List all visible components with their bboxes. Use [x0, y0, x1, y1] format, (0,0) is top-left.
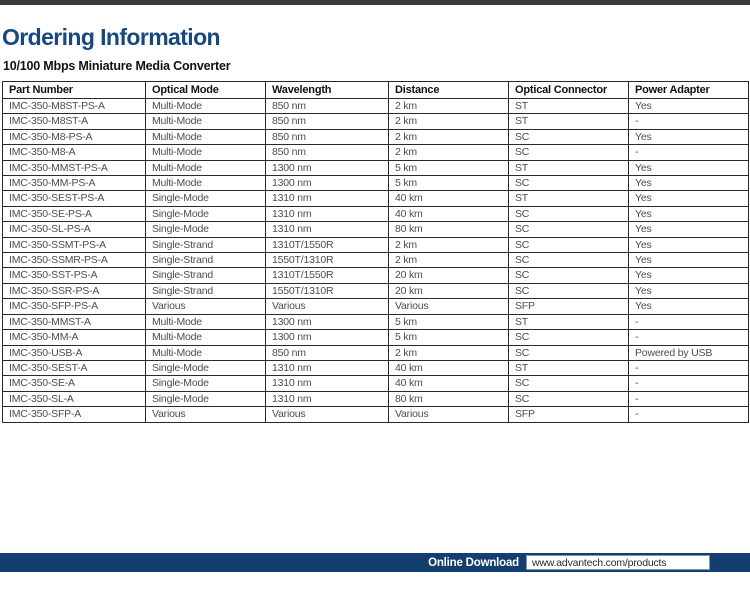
table-cell: 5 km	[389, 330, 509, 345]
table-row	[3, 407, 749, 422]
table-cell: 40 km	[389, 376, 509, 391]
table-cell: Multi-Mode	[146, 99, 266, 114]
table-cell: 850 nm	[266, 99, 389, 114]
table-cell: 1310 nm	[266, 360, 389, 375]
table-cell: Single-Strand	[146, 268, 266, 283]
table-row	[3, 299, 749, 314]
table-cell: SC	[509, 330, 629, 345]
table-cell: 2 km	[389, 345, 509, 360]
table-cell: 1310 nm	[266, 376, 389, 391]
table-cell: Single-Mode	[146, 206, 266, 221]
table-row	[3, 222, 749, 237]
table-cell: 1310T/1550R	[266, 237, 389, 252]
table-cell: IMC-350-M8ST-A	[3, 114, 146, 129]
table-row	[3, 191, 749, 206]
table-cell: 1300 nm	[266, 330, 389, 345]
table-cell: IMC-350-USB-A	[3, 345, 146, 360]
table-cell: Yes	[629, 237, 749, 252]
table-cell: 850 nm	[266, 114, 389, 129]
table-cell: IMC-350-SEST-A	[3, 360, 146, 375]
table-row	[3, 99, 749, 114]
table-cell: -	[629, 145, 749, 160]
table-cell: Multi-Mode	[146, 145, 266, 160]
download-url-box	[526, 555, 710, 570]
table-cell: IMC-350-SEST-PS-A	[3, 191, 146, 206]
column-header: Wavelength	[266, 82, 389, 99]
section-subtitle: 10/100 Mbps Miniature Media Converter	[3, 59, 231, 73]
table-cell: 80 km	[389, 222, 509, 237]
table-row	[3, 206, 749, 221]
table-cell: IMC-350-M8-PS-A	[3, 129, 146, 144]
table-cell: 2 km	[389, 253, 509, 268]
table-cell: Various	[389, 299, 509, 314]
column-header: Optical Mode	[146, 82, 266, 99]
download-url-text: www.advantech.com/products	[532, 556, 667, 569]
table-cell: IMC-350-SFP-A	[3, 407, 146, 422]
table-cell: Yes	[629, 206, 749, 221]
table-cell: Single-Mode	[146, 391, 266, 406]
table-cell: 1310 nm	[266, 206, 389, 221]
table-row	[3, 330, 749, 345]
table-cell: Powered by USB	[629, 345, 749, 360]
table-row	[3, 268, 749, 283]
table-cell: Yes	[629, 176, 749, 191]
table-cell: Various	[389, 407, 509, 422]
table-cell: ST	[509, 99, 629, 114]
table-cell: Yes	[629, 222, 749, 237]
table-cell: Yes	[629, 299, 749, 314]
table-row	[3, 314, 749, 329]
table-cell: ST	[509, 160, 629, 175]
table-cell: SC	[509, 237, 629, 252]
table-cell: Multi-Mode	[146, 129, 266, 144]
table-cell: IMC-350-SSMR-PS-A	[3, 253, 146, 268]
table-cell: 5 km	[389, 314, 509, 329]
table-cell: 80 km	[389, 391, 509, 406]
table-row	[3, 360, 749, 375]
column-header: Power Adapter	[629, 82, 749, 99]
table-row	[3, 145, 749, 160]
table-cell: -	[629, 407, 749, 422]
table-cell: 1310 nm	[266, 391, 389, 406]
table-cell: SC	[509, 176, 629, 191]
page-title: Ordering Information	[2, 24, 221, 50]
table-cell: Multi-Mode	[146, 160, 266, 175]
table-cell: Yes	[629, 160, 749, 175]
table-cell: SC	[509, 253, 629, 268]
table-cell: 5 km	[389, 160, 509, 175]
table-cell: 850 nm	[266, 345, 389, 360]
table-cell: 1300 nm	[266, 160, 389, 175]
table-cell: SC	[509, 376, 629, 391]
table-cell: 1300 nm	[266, 176, 389, 191]
table-row	[3, 160, 749, 175]
table-cell: Yes	[629, 253, 749, 268]
table-cell: ST	[509, 360, 629, 375]
table-cell: 40 km	[389, 360, 509, 375]
table-cell: IMC-350-M8-A	[3, 145, 146, 160]
table-cell: ST	[509, 114, 629, 129]
page-top-rule	[0, 0, 750, 5]
table-cell: Single-Strand	[146, 283, 266, 298]
table-cell: -	[629, 114, 749, 129]
online-download-bar	[0, 553, 750, 572]
table-cell: -	[629, 360, 749, 375]
table-cell: SFP	[509, 407, 629, 422]
table-cell: IMC-350-SSMT-PS-A	[3, 237, 146, 252]
table-row	[3, 283, 749, 298]
table-cell: 2 km	[389, 114, 509, 129]
table-cell: SC	[509, 391, 629, 406]
table-cell: 2 km	[389, 145, 509, 160]
table-cell: IMC-350-MMST-PS-A	[3, 160, 146, 175]
table-row	[3, 345, 749, 360]
table-cell: 1550T/1310R	[266, 283, 389, 298]
table-cell: 1550T/1310R	[266, 253, 389, 268]
table-cell: 40 km	[389, 191, 509, 206]
table-cell: Single-Mode	[146, 376, 266, 391]
table-row	[3, 176, 749, 191]
table-cell: SC	[509, 283, 629, 298]
table-cell: Multi-Mode	[146, 114, 266, 129]
table-cell: -	[629, 391, 749, 406]
table-cell: -	[629, 314, 749, 329]
table-cell: Multi-Mode	[146, 314, 266, 329]
table-cell: SC	[509, 145, 629, 160]
table-cell: SC	[509, 222, 629, 237]
table-cell: Multi-Mode	[146, 176, 266, 191]
table-cell: Various	[266, 299, 389, 314]
table-cell: IMC-350-MM-A	[3, 330, 146, 345]
table-cell: Various	[146, 407, 266, 422]
table-cell: ST	[509, 314, 629, 329]
column-header: Part Number	[3, 82, 146, 99]
online-download-label: Online Download	[428, 556, 519, 569]
table-row	[3, 129, 749, 144]
table-cell: Yes	[629, 283, 749, 298]
table-cell: 2 km	[389, 99, 509, 114]
table-cell: SC	[509, 345, 629, 360]
table-cell: 20 km	[389, 283, 509, 298]
column-header: Optical Connector	[509, 82, 629, 99]
table-cell: 1310 nm	[266, 222, 389, 237]
table-cell: Various	[266, 407, 389, 422]
table-cell: 2 km	[389, 129, 509, 144]
table-cell: Multi-Mode	[146, 330, 266, 345]
table-row	[3, 376, 749, 391]
table-cell: Yes	[629, 129, 749, 144]
table-cell: 5 km	[389, 176, 509, 191]
table-cell: Single-Mode	[146, 360, 266, 375]
table-cell: IMC-350-SFP-PS-A	[3, 299, 146, 314]
table-cell: -	[629, 330, 749, 345]
table-cell: IMC-350-SE-A	[3, 376, 146, 391]
table-cell: SFP	[509, 299, 629, 314]
table-cell: 850 nm	[266, 145, 389, 160]
table-cell: 2 km	[389, 237, 509, 252]
table-header	[3, 82, 749, 99]
table-cell: IMC-350-SE-PS-A	[3, 206, 146, 221]
table-cell: IMC-350-SL-A	[3, 391, 146, 406]
column-header: Distance	[389, 82, 509, 99]
table-cell: 1300 nm	[266, 314, 389, 329]
table-cell: 20 km	[389, 268, 509, 283]
table-cell: -	[629, 376, 749, 391]
table-cell: Yes	[629, 268, 749, 283]
table-cell: Single-Strand	[146, 253, 266, 268]
table-cell: Yes	[629, 191, 749, 206]
table-row	[3, 391, 749, 406]
table-cell: IMC-350-MM-PS-A	[3, 176, 146, 191]
ordering-information-table	[2, 81, 749, 423]
table-cell: SC	[509, 129, 629, 144]
table-header-row	[3, 82, 749, 99]
table-cell: SC	[509, 268, 629, 283]
table-row	[3, 253, 749, 268]
table-cell: Single-Mode	[146, 191, 266, 206]
table-cell: Various	[146, 299, 266, 314]
table-cell: IMC-350-MMST-A	[3, 314, 146, 329]
table-cell: 40 km	[389, 206, 509, 221]
table-cell: ST	[509, 191, 629, 206]
table-cell: SC	[509, 206, 629, 221]
table-cell: Single-Strand	[146, 237, 266, 252]
table-cell: 1310T/1550R	[266, 268, 389, 283]
table-body	[3, 99, 749, 423]
table-cell: IMC-350-SSR-PS-A	[3, 283, 146, 298]
table-cell: 1310 nm	[266, 191, 389, 206]
table-cell: 850 nm	[266, 129, 389, 144]
table-cell: Multi-Mode	[146, 345, 266, 360]
table-row	[3, 114, 749, 129]
table-cell: IMC-350-SL-PS-A	[3, 222, 146, 237]
table-cell: Single-Mode	[146, 222, 266, 237]
table-cell: IMC-350-SST-PS-A	[3, 268, 146, 283]
table-cell: IMC-350-M8ST-PS-A	[3, 99, 146, 114]
table-cell: Yes	[629, 99, 749, 114]
table-row	[3, 237, 749, 252]
